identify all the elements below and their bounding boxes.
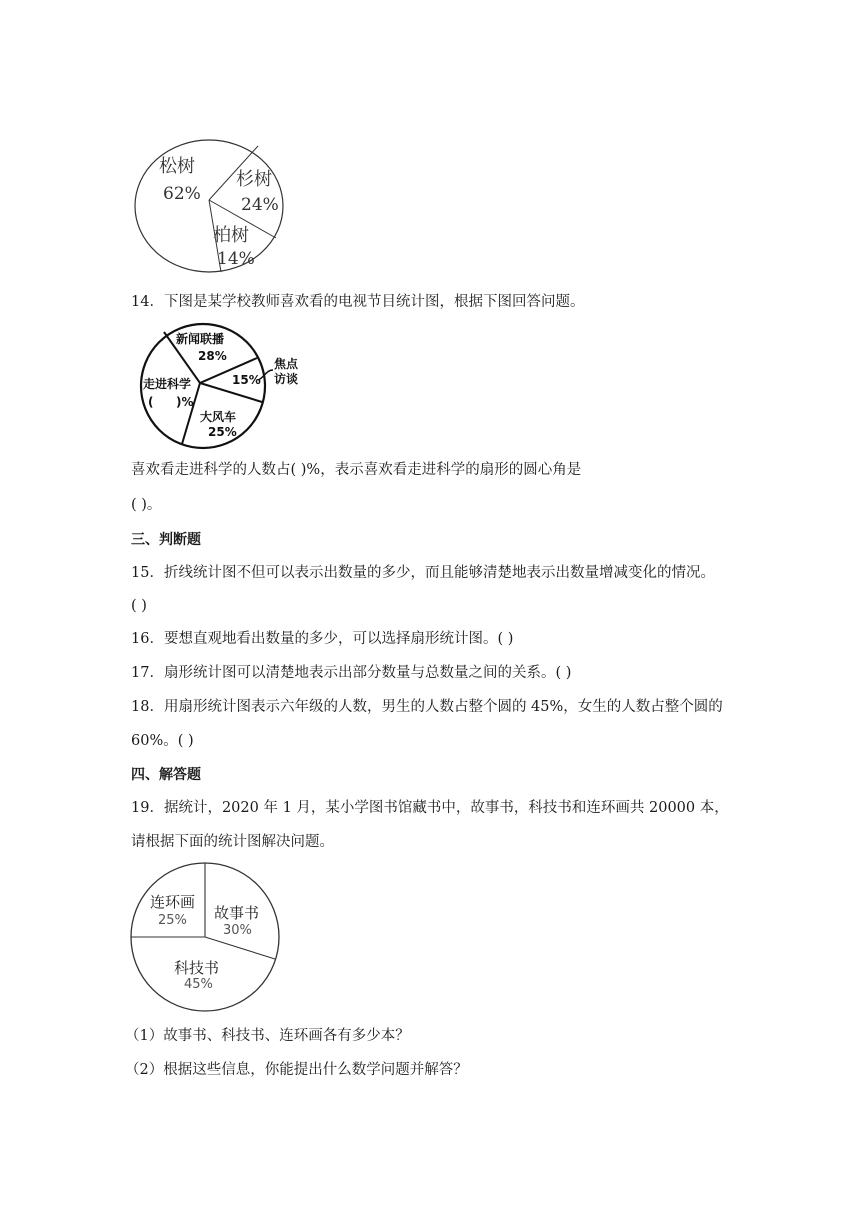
slice-label: 走进科学: [143, 377, 192, 391]
callout-label: 访谈: [274, 372, 299, 386]
question-19-line-2: 请根据下面的统计图解决问题。: [131, 834, 334, 850]
slice-value: 25%: [158, 913, 187, 928]
question-19-line-1: 19．据统计，2020 年 1 月，某小学图书馆藏书中，故事书，科技书和连环画共 20000 本，: [131, 800, 729, 816]
question-14-prompt: 14．下图是某学校教师喜欢看的电视节目统计图，根据下图回答问题。: [131, 294, 585, 310]
slice-value-blank: )%: [176, 395, 194, 409]
question-19-sub-1: （1）故事书、科技书、连环画各有多少本？: [125, 1028, 410, 1044]
callout-label: 焦点: [274, 357, 299, 371]
slice-value: 14%: [217, 249, 255, 269]
question-14-blank-line-2: ( )。: [131, 497, 162, 513]
slice-value: 15%: [232, 373, 261, 387]
slice-label: 科技书: [174, 959, 220, 977]
library-books-pie-chart: [128, 861, 282, 1015]
slice-value-blank: (: [148, 395, 154, 409]
section-4-heading: 四、解答题: [131, 767, 201, 783]
slice-value: 25%: [208, 425, 237, 439]
slice-value: 45%: [184, 977, 213, 992]
question-15-line-2: ( ): [131, 598, 147, 614]
question-17: 17．扇形统计图可以清楚地表示出部分数量与总数量之间的关系。( ): [131, 665, 572, 681]
slice-value: 24%: [241, 195, 279, 215]
slice-label: 大风车: [200, 410, 237, 424]
question-19-sub-2: （2）根据这些信息，你能提出什么数学问题并解答？: [125, 1062, 468, 1078]
slice-value: 28%: [198, 349, 227, 363]
tree-pie-chart: [133, 138, 285, 274]
question-18-line-2: 60%。( ): [131, 733, 194, 749]
question-16: 16．要想直观地看出数量的多少，可以选择扇形统计图。( ): [131, 631, 514, 647]
slice-value: 30%: [223, 923, 252, 938]
slice-value: 62%: [163, 184, 201, 204]
slice-label: 松树: [159, 156, 195, 177]
slice-label: 杉树: [236, 169, 272, 190]
section-3-heading: 三、判断题: [131, 532, 201, 548]
slice-label: 新闻联播: [176, 332, 225, 346]
slice-label: 连环画: [150, 893, 196, 911]
question-14-blank-line-1: 喜欢看走进科学的人数占( )%，表示喜欢看走进科学的扇形的圆心角是: [131, 462, 582, 478]
question-15-line-1: 15．折线统计图不但可以表示出数量的多少，而且能够清楚地表示出数量增减变化的情况。: [131, 565, 715, 581]
question-18-line-1: 18．用扇形统计图表示六年级的人数，男生的人数占整个圆的 45%，女生的人数占整个圆的: [131, 699, 723, 715]
slice-label: 柏树: [213, 225, 249, 246]
slice-label: 故事书: [214, 904, 260, 922]
tv-program-pie-chart: [138, 318, 308, 452]
